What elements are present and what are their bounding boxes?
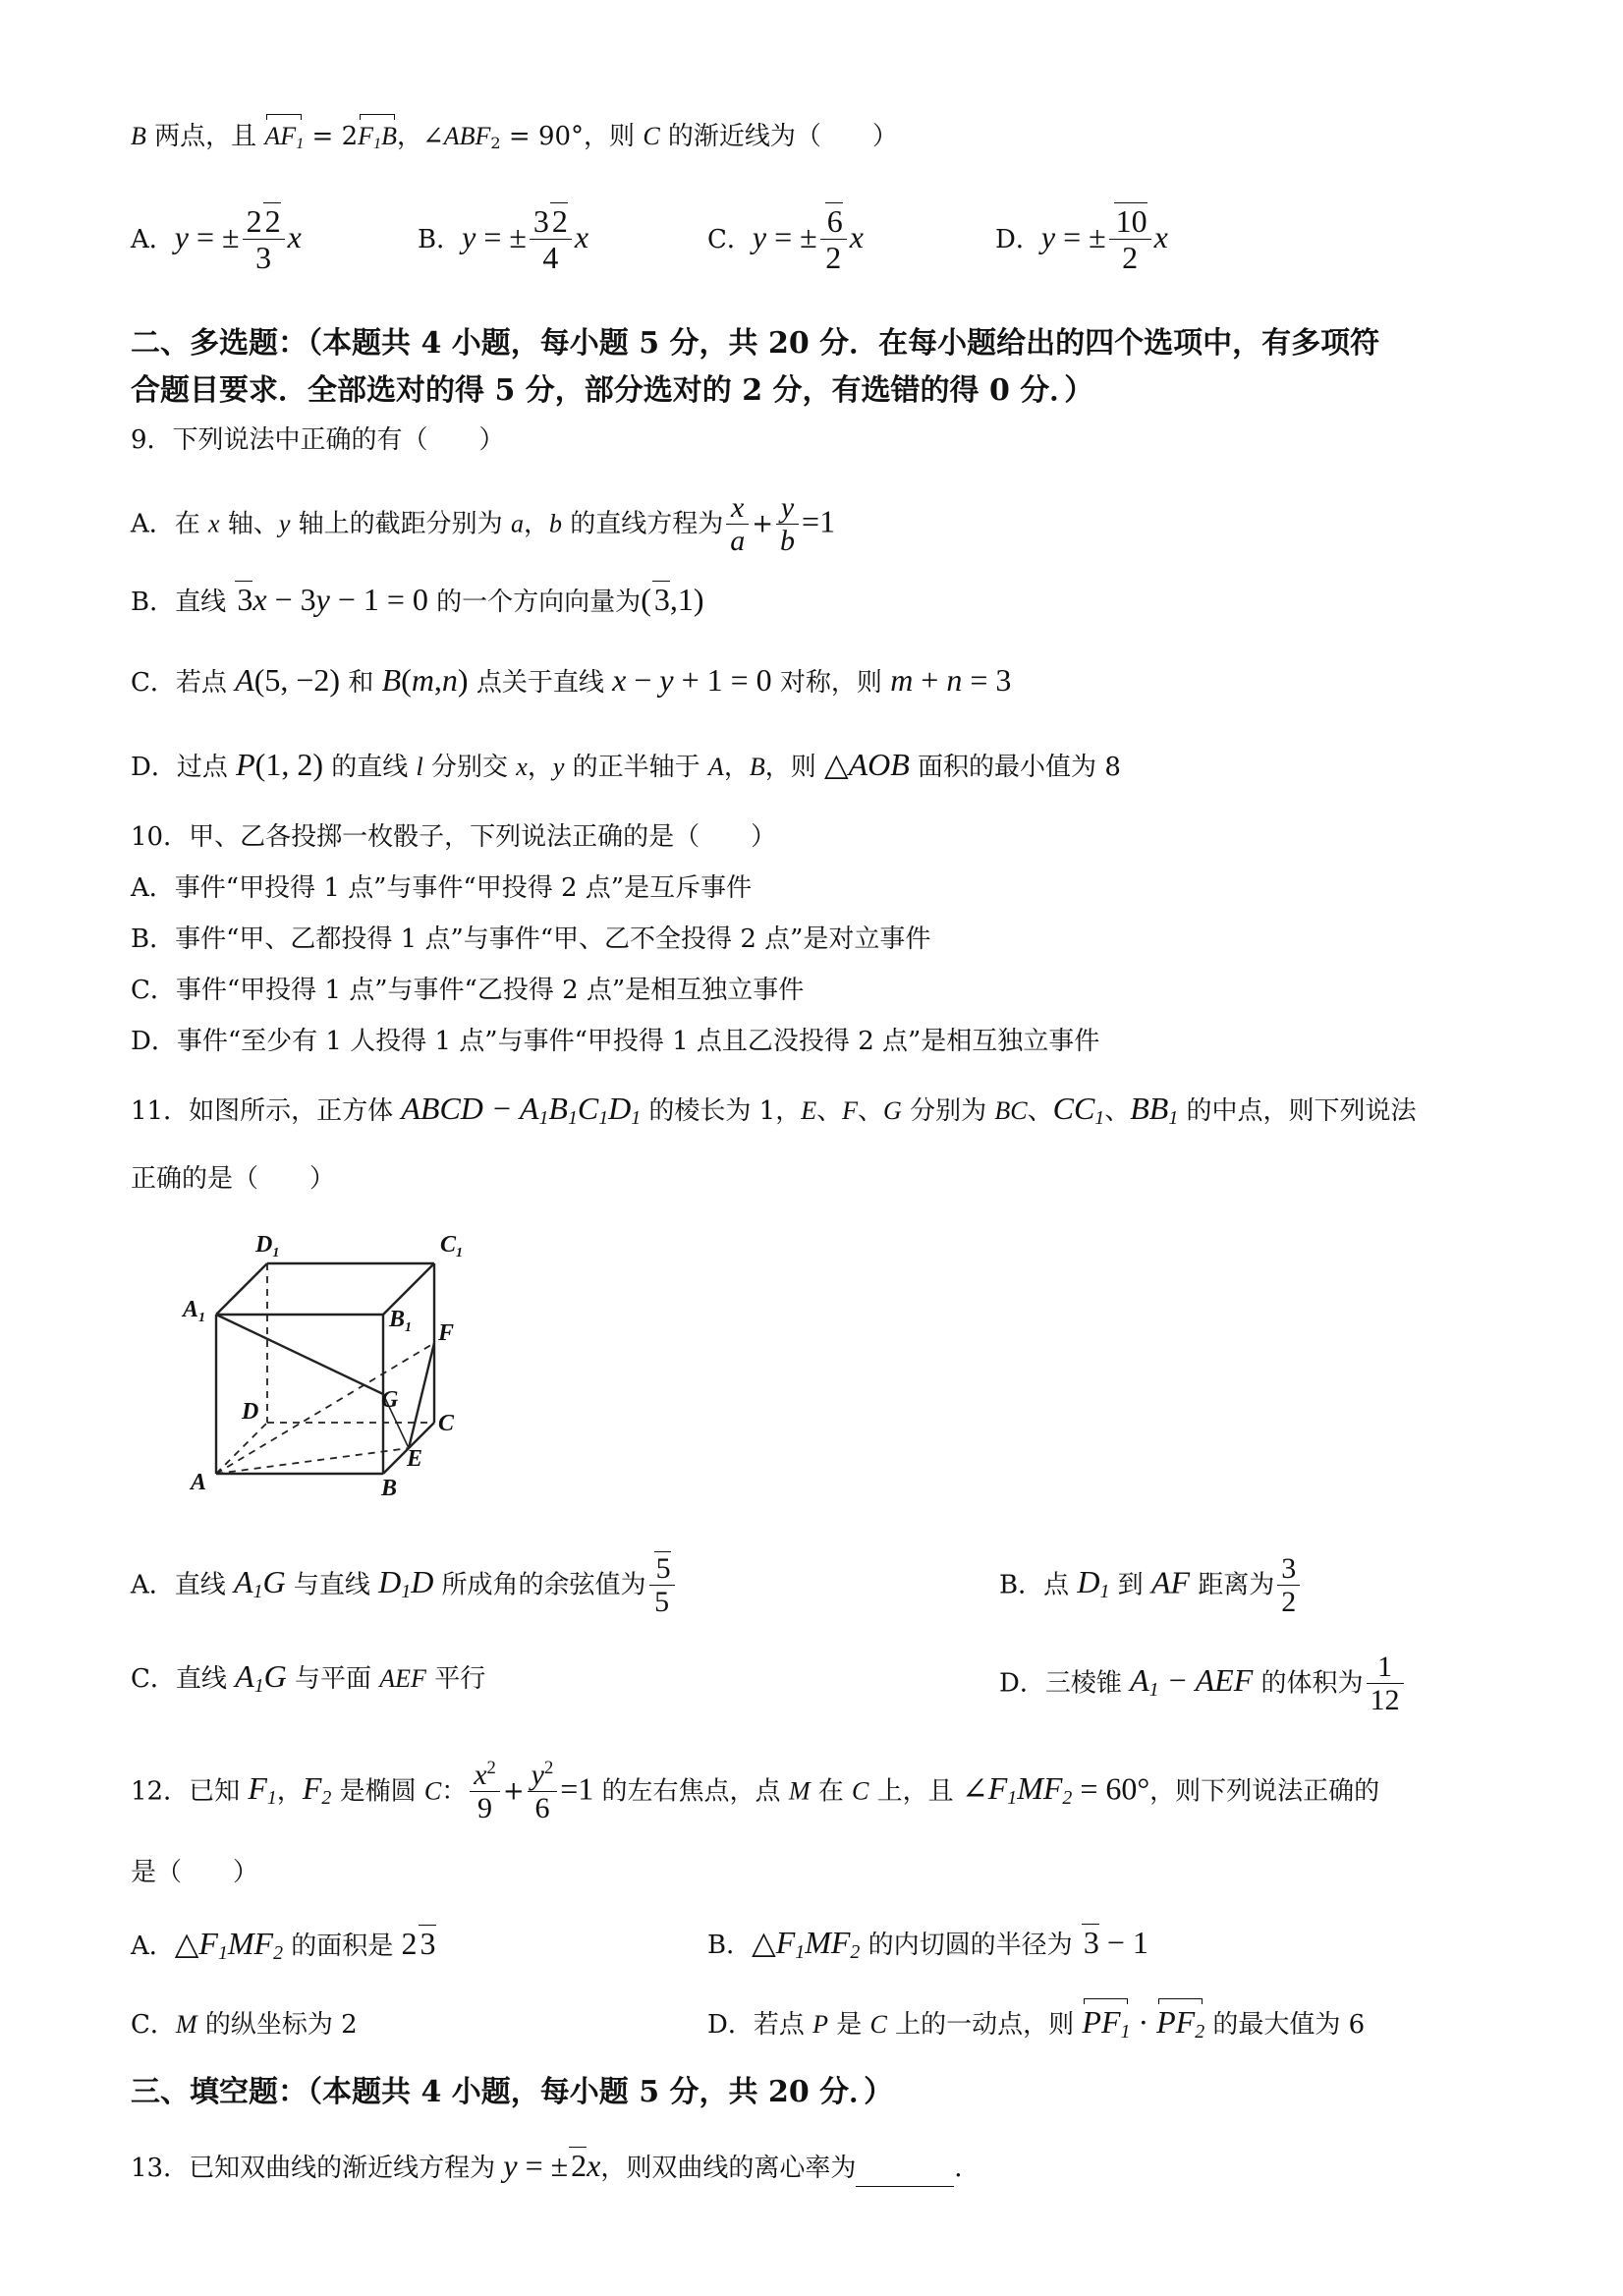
- label-c: C: [438, 1411, 455, 1436]
- segment-ae-hidden: [216, 1448, 409, 1474]
- q10-option-d: D．事件“至少有 1 人投得 1 点”与事件“甲投得 1 点且乙没投得 2 点”是相互独立事件: [131, 1027, 1100, 1056]
- label-f: F: [438, 1320, 455, 1346]
- q13-stem: 13．已知双曲线的渐近线方程为 y = ±2x，则双曲线的离心率为 ．: [131, 2146, 979, 2187]
- q11-option-a: A．直线 $A_1G$ 与直线 $D_1D$ 所成角的余弦值为 $\frac{5}{5}$: [131, 1552, 678, 1620]
- q12-stem-line2: 是（ ）: [131, 1858, 259, 1887]
- label-c1: $C_1$: [440, 1232, 464, 1260]
- q12-stem-line1: 12．已知 $F_1$，$F_2$ 是椭圆 C： $\frac{x^2}{9}$ + $\frac{y^2}{6}$ =1 的左右焦点，点 M 在 C 上，且 $\angle F_1MF_2 = 60^\circ$，则下列说法正确的: [131, 1758, 1380, 1825]
- q8-option-c: C．y = ± $\frac{6}{2}$ x: [707, 203, 864, 276]
- edge-a1d1: [216, 1263, 267, 1315]
- q9-stem: 9．下列说法中正确的有（ ）: [131, 425, 505, 455]
- q9-option-b: B．直线 3x − 3y − 1 = 0 的一个方向向量为(3,1): [131, 582, 704, 617]
- edge-ad-hidden: [216, 1423, 267, 1474]
- label-a: A: [191, 1470, 207, 1495]
- label-a1: $A_1$: [183, 1297, 206, 1325]
- label-b1: $B_1$: [389, 1307, 413, 1335]
- label-d: D: [242, 1399, 259, 1425]
- q12-option-c: C．M 的纵坐标为 2: [131, 2010, 358, 2040]
- q12-option-a: A．$\triangle F_1MF_2$ 的面积是 23: [131, 1926, 436, 1964]
- q11-stem-line2: 正确的是（ ）: [131, 1164, 336, 1194]
- q12-option-d: D．若点 P 是 C 上的一动点，则 $PF_1 \cdot PF_2$ 的最大值为 6: [707, 2004, 1366, 2043]
- q11-option-b: B．点 $D_1$ 到 AF 距离为 $\frac{3}{2}$: [999, 1552, 1303, 1620]
- q9-option-d: D．过点 P(1, 2) 的直线 l 分别交 x，y 的正半轴于 A，B，则 △AOB 面积的最小值为 8: [131, 747, 1121, 782]
- answer-blank[interactable]: [856, 2162, 954, 2187]
- cube-figure: [177, 1216, 501, 1501]
- segment-a1g: [216, 1315, 383, 1394]
- segment-ef: [409, 1343, 434, 1448]
- q8-stem: B 两点，且 $AF_1 = 2F_1B$，$\angle ABF_2 = 90^\circ$，则 C 的渐近线为（ ）: [131, 120, 898, 155]
- q9-option-c: C．若点 A(5, −2) 和 B(m,n) 点关于直线 x − y + 1 = 0 对称，则 m + n = 3: [131, 662, 1012, 698]
- q10-option-c: C．事件“甲投得 1 点”与事件“乙投得 2 点”是相互独立事件: [131, 976, 805, 1005]
- label-b: B: [381, 1476, 398, 1501]
- section3-title: 三、填空题：（本题共 4 小题，每小题 5 分，共 20 分．）: [131, 2075, 894, 2109]
- section2-line1: 二、多选题：（本题共 4 小题，每小题 5 分，共 20 分．在每小题给出的四个选项中，有多项符: [131, 326, 1380, 361]
- label-d1: $D_1$: [255, 1232, 280, 1260]
- q11-option-d: D．三棱锥 $A_1$ − AEF 的体积为 $\frac{1}{12}$: [999, 1651, 1407, 1718]
- q9-option-a: A．在 x 轴、y 轴上的截距分别为 a，b 的直线方程为 $\frac{x}{a}$ + $\frac{y}{b}$ =1: [131, 491, 836, 557]
- section2-line2: 合题目要求．全部选对的得 5 分，部分选对的 2 分，有选错的得 0 分．）: [131, 373, 1094, 408]
- q11-stem-line1: 11．如图所示，正方体 ABCD − $A_1B_1C_1D_1$ 的棱长为 1，E、F、G 分别为 BC、$CC_1$、$BB_1$ 的中点，则下列说法: [131, 1091, 1417, 1129]
- q11-option-c: C．直线 $A_1G$ 与平面 AEF 平行: [131, 1658, 486, 1697]
- q8-option-a: A．y = ± $\frac{22}{3}$ x: [131, 203, 302, 276]
- q10-stem: 10．甲、乙各投掷一枚骰子，下列说法正确的是（ ）: [131, 822, 777, 852]
- label-e: E: [407, 1446, 423, 1472]
- label-g: G: [381, 1387, 399, 1413]
- q12-option-b: B．$\triangle F_1MF_2$ 的内切圆的半径为 3 − 1: [707, 1925, 1148, 1963]
- q8-option-d: D．y = ± $\frac{10}{2}$ x: [995, 203, 1168, 276]
- q10-option-a: A．事件“甲投得 1 点”与事件“甲投得 2 点”是互斥事件: [131, 873, 753, 903]
- q10-option-b: B．事件“甲、乙都投得 1 点”与事件“甲、乙不全投得 2 点”是对立事件: [131, 924, 931, 954]
- q8-option-b: B．y = ± $\frac{32}{4}$ x: [418, 203, 589, 276]
